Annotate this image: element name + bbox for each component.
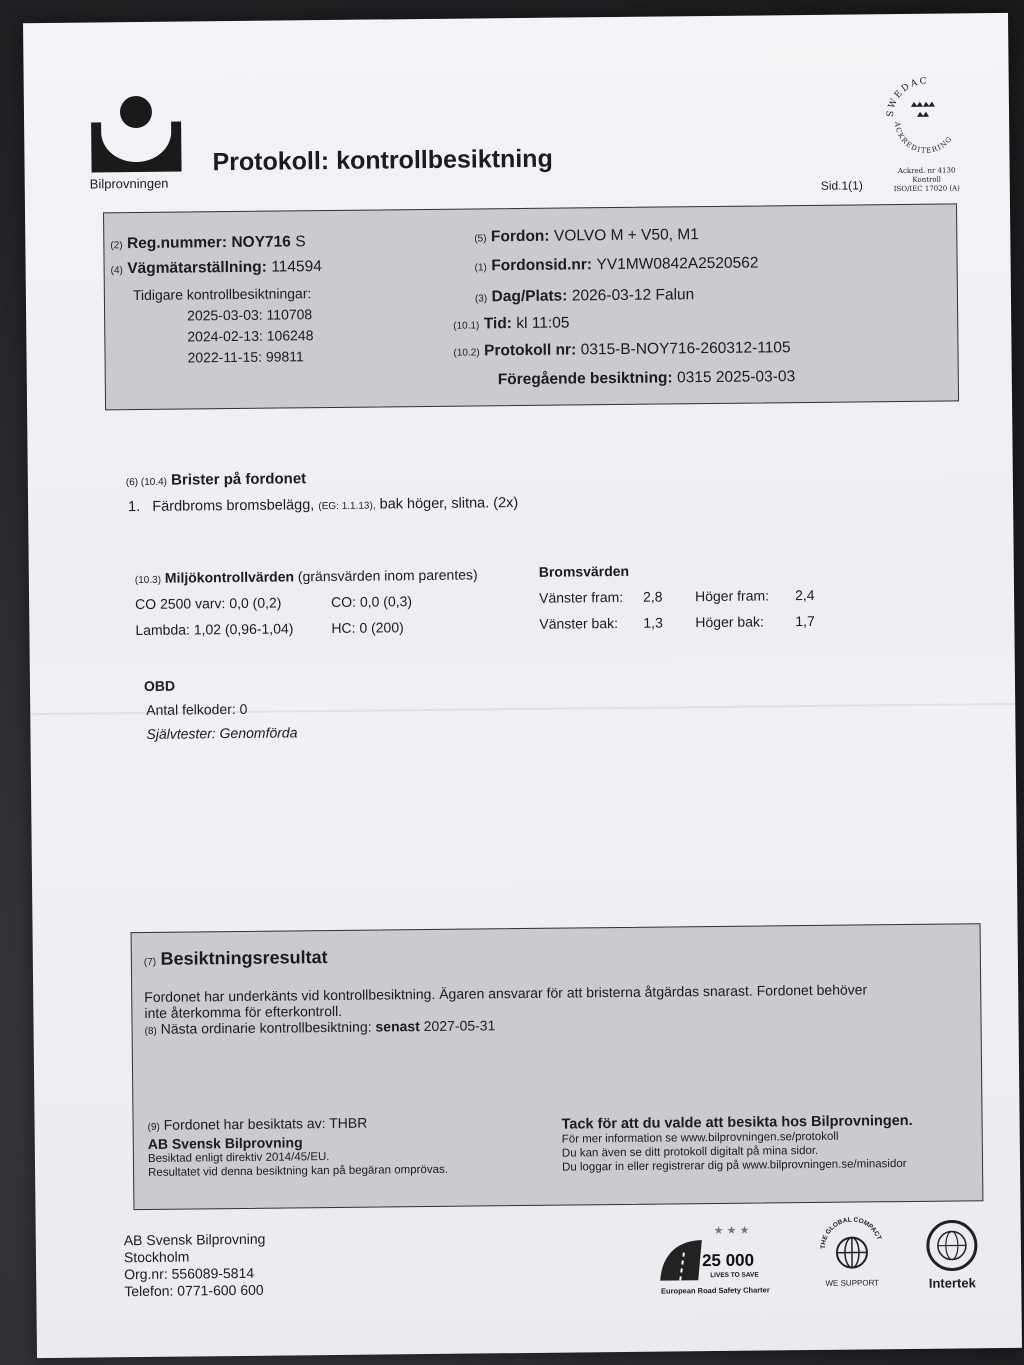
odometer-value: 114594 (271, 258, 322, 276)
footer-company: AB Svensk Bilprovning (123, 1230, 266, 1249)
history-entry: 2022-11-15: 99811 (187, 348, 304, 366)
brake-front-left-value: 2,8 (642, 588, 663, 605)
thanks-text: Tack för att du valde att besikta hos Bilprovningen. (561, 1112, 913, 1133)
emissions-section (135, 566, 536, 652)
swedac-standard: ISO/IEC 17020 (A) (893, 184, 960, 194)
date-place-row (475, 286, 695, 306)
footer-phone: Telefon: 0771-600 600 (124, 1281, 264, 1300)
svg-text:★ ★ ★: ★ ★ ★ (713, 1224, 750, 1238)
odometer-row (111, 258, 322, 278)
page-number: Sid.1(1) (820, 178, 863, 193)
badge-caption: European Road Safety Charter (660, 1285, 770, 1296)
previous-inspections-label: Tidigare kontrollbesiktningar: (132, 285, 312, 304)
field-number: (10.3) (134, 574, 162, 587)
field-number: (10.2) (453, 347, 480, 359)
globe-icon (817, 1214, 888, 1277)
time-row (453, 314, 569, 333)
vehicle-info-box (103, 203, 959, 410)
svg-text:THE GLOBAL COMPACT (820, 1216, 883, 1249)
odometer-label: Vägmätarställning: (127, 258, 267, 278)
co-value: CO: 0,0 (0,3) (331, 593, 413, 610)
reg-number-suffix: S (295, 233, 306, 251)
emissions-subtitle: (gränsvärden inom parentes) (297, 566, 478, 585)
intertek-badge (916, 1215, 989, 1291)
obd-selftest: Självtester: Genomförda (146, 724, 298, 742)
swedac-arc-text-2: ACKREDITERING (892, 121, 955, 155)
badge-arc-text: THE GLOBAL COMPACT (819, 1216, 883, 1250)
swedac-seal-icon (881, 71, 972, 162)
field-number: (8) (144, 1025, 157, 1037)
reg-number-value: NOY716 (231, 233, 291, 252)
global-compact-badge (812, 1214, 893, 1288)
bilprovningen-logo (89, 93, 190, 191)
swedac-arc-text: SWEDAC (885, 76, 929, 118)
obd-section (144, 672, 298, 746)
review-text: Resultatet vid denna besiktning kan på begäran omprövas. (148, 1163, 448, 1179)
brake-rear-left-label: Vänster bak: (539, 614, 619, 632)
protocol-number-value: 0315-B-NOY716-260312-1105 (580, 339, 791, 359)
brakes-title: Bromsvärden (538, 562, 630, 580)
previous-inspection-label: Föregående besiktning: (497, 369, 673, 389)
info-line: För mer information se www.bilprovningen.se/protokoll (561, 1130, 839, 1146)
result-text (144, 981, 867, 1040)
vin-label: Fordonsid.nr: (491, 256, 593, 275)
defects-title: Brister på fordonet (171, 470, 307, 489)
vehicle-model-label: Fordon: (490, 227, 550, 246)
svg-text:ACKREDITERING (893, 120, 954, 155)
badge-big-text: 25 000 (701, 1250, 755, 1271)
result-heading (144, 947, 328, 970)
field-number: (7) (143, 956, 157, 968)
result-box (131, 923, 984, 1210)
field-number: (10.1) (453, 320, 480, 332)
swedac-accred-nr: Ackred. nr 4130 (897, 166, 956, 176)
brand-name: Bilprovningen (89, 175, 169, 192)
previous-inspection-value: 0315 2025-03-03 (676, 368, 796, 387)
protocol-number-label: Protokoll nr: (483, 341, 577, 360)
history-entry: 2025-03-03: 110708 (187, 306, 313, 324)
defects-section (126, 468, 519, 515)
reg-number-label: Reg.nummer: (126, 234, 228, 253)
previous-inspection-row (498, 368, 796, 389)
field-number: (4) (110, 265, 123, 277)
brake-rear-left-value: 1,3 (643, 614, 663, 631)
brake-rear-right-label: Höger bak: (695, 613, 764, 631)
brake-front-right-label: Höger fram: (694, 587, 770, 605)
road-safety-badge-icon (650, 1221, 781, 1284)
reg-number-row (110, 233, 305, 253)
field-number: (5) (474, 233, 487, 245)
vehicle-model-value: VOLVO M + V50, M1 (553, 226, 699, 245)
swedac-seal (876, 71, 977, 194)
defect-index: 1. (128, 498, 141, 516)
vin-value: YV1MW0842A2520562 (596, 254, 759, 274)
field-number: (1) (474, 262, 487, 274)
defect-ref: (EG: 1.1.13), (318, 500, 376, 513)
badge-caption: WE SUPPORT (825, 1278, 880, 1288)
defect-detail: bak höger, slitna. (2x) (379, 495, 519, 513)
page-title: Protokoll: kontrollbesiktning (212, 144, 553, 177)
info-line: Du loggar in eller registrerar dig på www.bilprovningen.se/minasidor (561, 1158, 907, 1174)
result-text-line: Fordonet har underkänts vid kontrollbesiktning. Ägaren ansvarar för att bristerna åtgärdas snarast. Fordonet behöver (144, 981, 868, 1005)
vin-row (475, 255, 759, 276)
date-place-value: 2026-03-12 Falun (571, 286, 695, 305)
road-safety-badge (650, 1221, 781, 1295)
protocol-number-row (453, 339, 790, 361)
next-inspection-deadline: senast (375, 1018, 420, 1035)
directive-text: Besiktad enligt direktiv 2014/45/EU. (147, 1151, 330, 1165)
emissions-title: Miljökontrollvärden (164, 568, 295, 586)
next-inspection-label: Nästa ordinarie kontrollbesiktning: (160, 1018, 372, 1037)
field-number: (9) (147, 1121, 160, 1133)
next-inspection-date: 2027-05-31 (423, 1017, 496, 1035)
footer-city: Stockholm (123, 1248, 190, 1266)
time-value: kl 11:05 (516, 314, 570, 333)
co-2500-value: CO 2500 varv: 0,0 (0,2) (135, 594, 282, 613)
defect-text: Färdbroms bromsbelägg, (152, 497, 315, 515)
brake-front-right-value: 2,4 (794, 586, 815, 604)
list-item (126, 495, 518, 515)
lambda-value: Lambda: 1,02 (0,96-1,04) (135, 620, 294, 639)
brake-front-left-label: Vänster fram: (538, 588, 624, 606)
inspector-value: Fordonet har besiktats av: THBR (163, 1114, 368, 1133)
hc-value: HC: 0 (200) (331, 619, 404, 636)
badge-small-text: LIVES TO SAVE (710, 1271, 759, 1280)
swedac-kontroll: Kontroll (912, 175, 942, 184)
bilprovningen-logo-icon (89, 94, 185, 175)
result-text-line: inte återkomma för efterkontroll. (144, 1002, 343, 1021)
footer-org-number: Org.nr: 556089-5814 (124, 1264, 255, 1283)
vehicle-model-row (474, 226, 699, 246)
thanks-block (562, 1113, 914, 1175)
field-number: (3) (474, 293, 488, 305)
badge-caption: Intertek (928, 1275, 976, 1291)
inspection-protocol (23, 13, 1022, 1358)
date-place-label: Dag/Plats: (491, 287, 568, 306)
footer-address (124, 1231, 266, 1300)
inspection-company: AB Svensk Bilprovning (147, 1134, 303, 1152)
field-number: (6) (10.4) (125, 476, 168, 489)
info-line: Du kan även se ditt protokoll digitalt på mina sidor. (561, 1144, 819, 1160)
svg-text:SWEDAC (885, 77, 929, 118)
brakes-section (539, 561, 840, 646)
inspector-block (147, 1114, 447, 1180)
time-label: Tid: (483, 315, 513, 333)
result-title: Besiktningsresultat (160, 947, 328, 969)
history-entry: 2024-02-13: 106248 (187, 327, 314, 345)
previous-inspections (133, 283, 314, 369)
brake-rear-right-value: 1,7 (795, 612, 815, 630)
certification-icon (920, 1215, 985, 1274)
obd-fault-count: Antal felkoder: 0 (146, 700, 248, 718)
field-number: (2) (110, 240, 123, 252)
obd-title: OBD (143, 677, 176, 694)
